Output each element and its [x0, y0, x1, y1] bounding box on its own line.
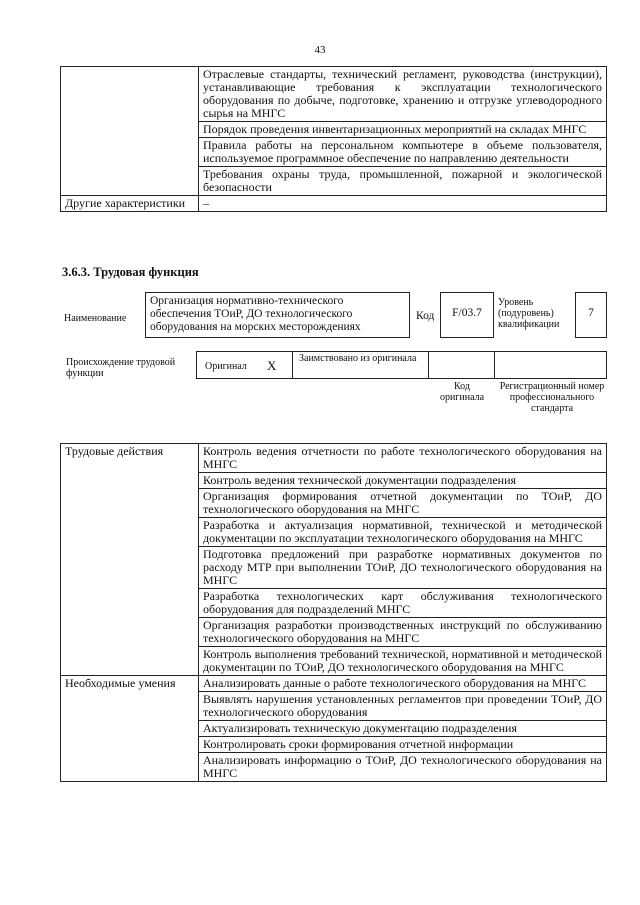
row-item: Организация формирования отчетной документации по ТОиР, ДО технологического оборудования на МНГС	[199, 489, 607, 518]
labor-function-table	[60, 443, 607, 782]
code-label: Код	[416, 310, 435, 322]
original-mark: X	[267, 358, 277, 373]
function-name-value: Организация нормативно-технического обеспечения ТОиР, ДО технологического оборудования на морских месторождениях	[150, 295, 361, 333]
row-item: Контролировать сроки формирования отчетной информации	[199, 737, 607, 753]
row-item: Контроль выполнения требований технической, нормативной и методической документации по ТОиР, ДО технологического оборудования на МНГС	[199, 647, 607, 676]
table-row	[61, 196, 607, 212]
origin-box	[196, 351, 607, 379]
level-value: 7	[588, 307, 594, 319]
row-item: Правила работы на персональном компьютере в объеме пользователя, используемое программное обеспечение по направлению деятельности	[199, 138, 607, 167]
code-value: F/03.7	[452, 307, 482, 319]
row-item: Порядок проведения инвентаризационных мероприятий на складах МНГС	[199, 122, 607, 138]
row-item: Контроль ведения технической документации подразделения	[199, 473, 607, 489]
section-title: 3.6.3. Трудовая функция	[62, 265, 199, 279]
row-item: Анализировать данные о работе технологического оборудования на МНГС	[199, 676, 607, 692]
row-label: Необходимые умения	[61, 676, 199, 782]
table-row	[61, 444, 607, 473]
original-label: Оригинал	[205, 361, 247, 372]
row-item: –	[199, 196, 607, 212]
divider-3	[494, 352, 495, 378]
knowledge-table	[60, 66, 607, 212]
code-box	[440, 292, 494, 338]
row-item: Отраслевые стандарты, технический регламент, руководства (инструкции), устанавливающие требования к эксплуатации технологического оборудования по добыче, подготовке, хранению и отгрузке углеводородного сырья на МНГС	[199, 67, 607, 122]
row-label: Трудовые действия	[61, 444, 199, 676]
divider-1	[292, 352, 293, 378]
table-row	[61, 676, 607, 692]
origin-label: Происхождение трудовой функции	[66, 357, 176, 379]
row-item: Организация разработки производственных инструкций по обслуживанию технологического оборудования на МНГС	[199, 618, 607, 647]
row-item: Анализировать информацию о ТОиР, ДО технологического оборудования на МНГС	[199, 753, 607, 782]
row-item: Требования охраны труда, промышленной, пожарной и экологической безопасности	[199, 167, 607, 196]
row-item: Разработка технологических карт обслуживания технологического оборудования для подразделений МНГС	[199, 589, 607, 618]
function-name-box	[145, 292, 410, 338]
borrowed-label: Заимствовано из оригинала	[299, 353, 417, 364]
row-item: Контроль ведения отчетности по работе технологического оборудования на МНГС	[199, 444, 607, 473]
row-item: Выявлять нарушения установленных регламентов при проведении ТОиР, ДО технологического оборудования	[199, 692, 607, 721]
level-box	[575, 292, 607, 338]
row-item: Разработка и актуализация нормативной, технической и методической документации по эксплуатации технологического оборудования на МНГС	[199, 518, 607, 547]
reg-caption: Регистрационный номер профессионального стандарта	[499, 381, 605, 414]
row-label	[61, 67, 199, 196]
code-caption: Код оригинала	[439, 381, 485, 403]
row-item: Актуализировать техническую документацию подразделения	[199, 721, 607, 737]
row-label: Другие характеристики	[61, 196, 199, 212]
table-row	[61, 67, 607, 122]
level-label: Уровень (подуровень) квалификации	[498, 297, 560, 330]
row-item: Подготовка предложений при разработке нормативных документов по расходу МТР при выполнении ТОиР, ДО технологического оборудования на МНГС	[199, 547, 607, 589]
divider-2	[428, 352, 429, 378]
name-label: Наименование	[64, 313, 127, 324]
page-number: 43	[314, 44, 326, 56]
